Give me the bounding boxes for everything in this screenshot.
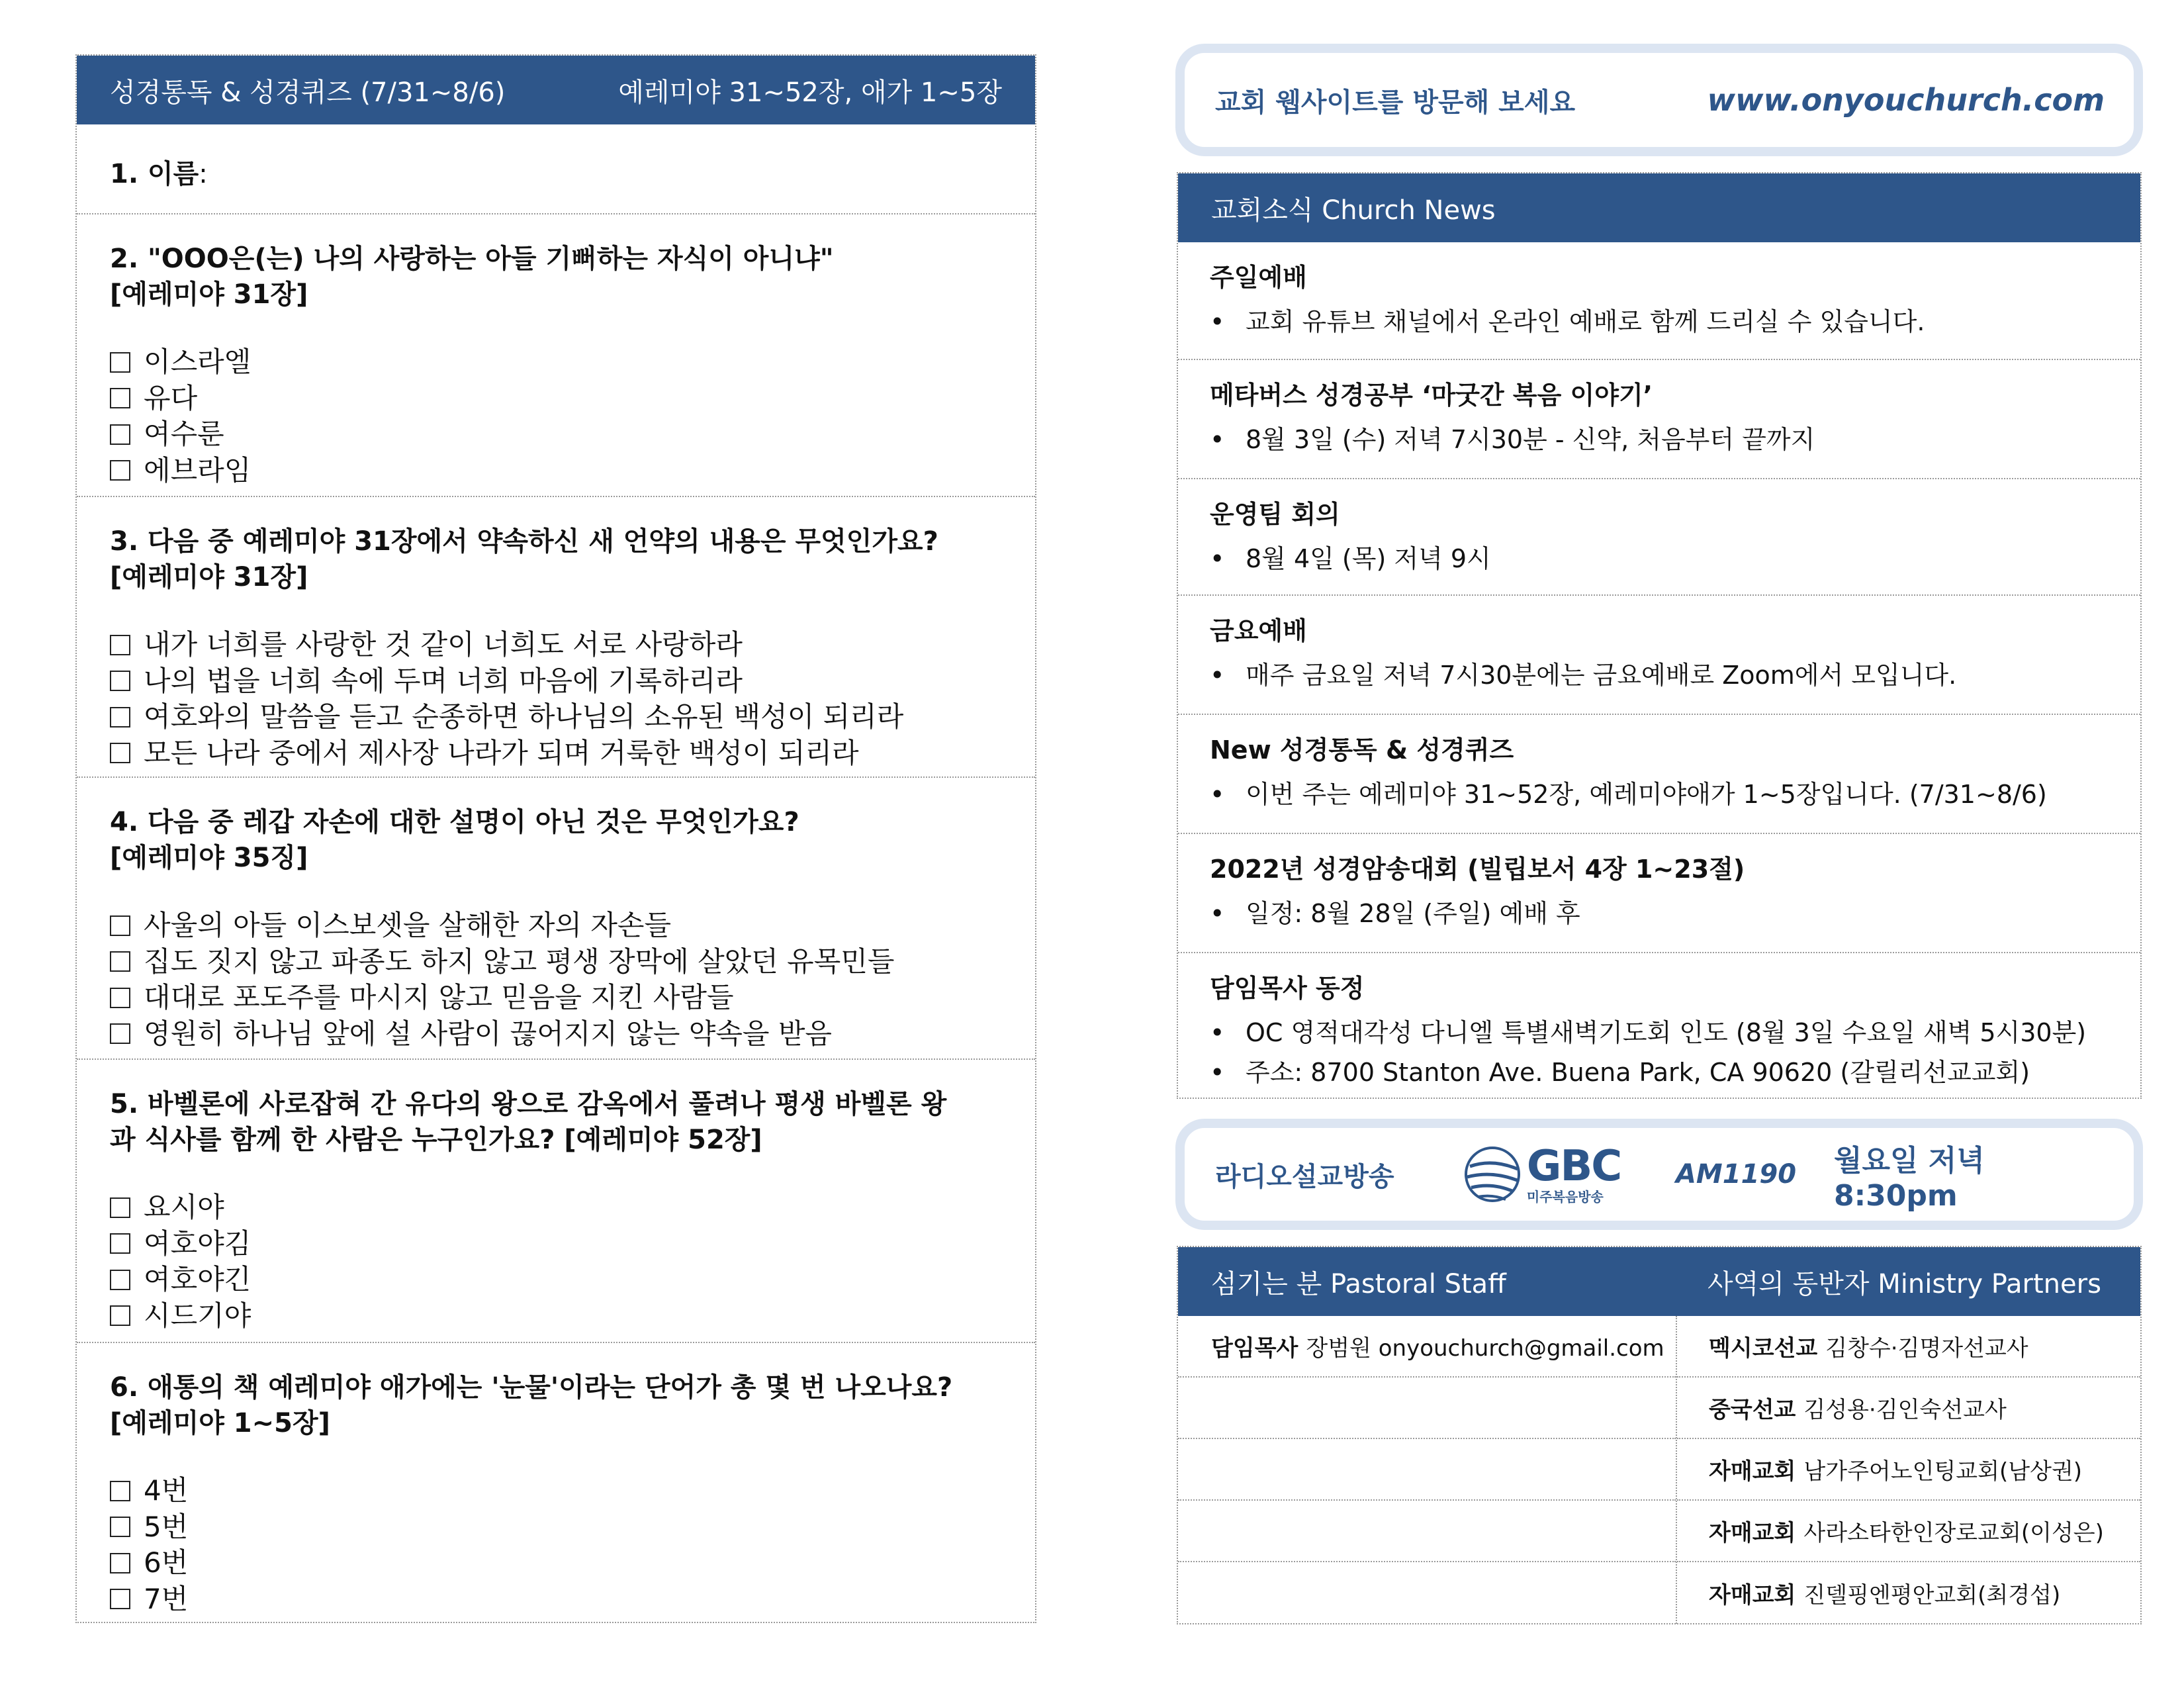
radio-label: 라디오설교방송 bbox=[1215, 1161, 1394, 1192]
name-colon: : bbox=[199, 159, 208, 189]
option-label: 4번 bbox=[144, 1474, 189, 1507]
checkbox-icon[interactable] bbox=[110, 1023, 130, 1044]
bullet-icon: • bbox=[1210, 425, 1225, 454]
option-label: 이스라엘 bbox=[144, 346, 251, 378]
news-title: 메타버스 성경공부 ‘마굿간 복음 이야기’ bbox=[1210, 381, 1653, 410]
partner-role: 자매교회 bbox=[1709, 1458, 1796, 1485]
checkbox-icon[interactable] bbox=[110, 1589, 130, 1609]
answer-option[interactable] bbox=[110, 1226, 1002, 1262]
answer-option[interactable] bbox=[110, 699, 1002, 735]
checkbox-icon[interactable] bbox=[110, 1305, 130, 1326]
news-title: 운영팀 회의 bbox=[1210, 500, 1340, 529]
answer-option[interactable] bbox=[110, 344, 1002, 381]
staff-row-empty bbox=[1178, 1439, 1676, 1501]
option-label: 5번 bbox=[144, 1510, 189, 1543]
partner-name: 김성용·김인숙선교사 bbox=[1803, 1397, 2007, 1423]
question-text: 6. 애통의 책 예레미야 애가에는 '눈물'이라는 단어가 총 몇 번 나오나요? bbox=[110, 1372, 953, 1403]
answer-option[interactable] bbox=[110, 944, 1002, 980]
partner-role: 자매교회 bbox=[1709, 1582, 1796, 1609]
staff-name: 장범원 onyouchurch@gmail.com bbox=[1306, 1335, 1664, 1362]
checkbox-icon[interactable] bbox=[110, 743, 130, 763]
answer-option[interactable] bbox=[110, 1509, 1002, 1546]
question-text: 3. 다음 중 예레미야 31장에서 약속하신 새 언약의 내용은 무엇인가요? bbox=[110, 526, 938, 557]
news-item bbox=[1178, 715, 2140, 834]
news-item bbox=[1178, 596, 2140, 715]
answer-option[interactable] bbox=[110, 663, 1002, 700]
partner-role: 자매교회 bbox=[1709, 1520, 1796, 1546]
checkbox-icon[interactable] bbox=[110, 388, 130, 408]
church-news-panel bbox=[1177, 172, 2142, 1099]
answer-option[interactable] bbox=[110, 1545, 1002, 1581]
checkbox-icon[interactable] bbox=[110, 951, 130, 972]
option-label: 사울의 아들 이스보셋을 살해한 자의 자손들 bbox=[144, 909, 672, 941]
question-ref: [예레미야 35징] bbox=[110, 843, 308, 873]
website-banner bbox=[1175, 44, 2143, 156]
answer-option[interactable] bbox=[110, 1473, 1002, 1509]
bullet-icon: • bbox=[1210, 544, 1225, 573]
pastoral-staff-column bbox=[1178, 1316, 1677, 1624]
partner-role: 중국선교 bbox=[1709, 1397, 1796, 1423]
quiz-header bbox=[77, 56, 1035, 124]
partner-name: 사라소타한인장로교회(이성은) bbox=[1803, 1520, 2104, 1546]
bullet-icon: • bbox=[1210, 307, 1225, 336]
staff-table bbox=[1177, 1246, 2142, 1624]
option-label: 여수룬 bbox=[144, 418, 224, 450]
checkbox-icon[interactable] bbox=[110, 1517, 130, 1537]
bullet-icon: • bbox=[1210, 661, 1225, 690]
answer-option[interactable] bbox=[110, 1262, 1002, 1298]
answer-option[interactable] bbox=[110, 453, 1002, 489]
radio-banner bbox=[1175, 1119, 2143, 1230]
question-6 bbox=[77, 1343, 1035, 1622]
staff-header bbox=[1178, 1247, 2140, 1316]
quiz-name-section bbox=[77, 124, 1035, 214]
name-label: 1. 이름 bbox=[110, 159, 199, 189]
checkbox-icon[interactable] bbox=[110, 352, 130, 373]
news-item bbox=[1178, 834, 2140, 953]
ministry-partners-column bbox=[1677, 1316, 2140, 1624]
checkbox-icon[interactable] bbox=[110, 707, 130, 727]
partner-role: 멕시코선교 bbox=[1709, 1335, 1818, 1362]
question-text: 5. 바벨론에 사로잡혀 간 유다의 왕으로 감옥에서 풀려나 평생 바벨론 왕 bbox=[110, 1089, 947, 1119]
checkbox-icon[interactable] bbox=[110, 988, 130, 1008]
quiz-header-title: 성경통독 & 성경퀴즈 (7/31~8/6) bbox=[110, 77, 506, 108]
option-label: 여호야긴 bbox=[144, 1263, 251, 1295]
question-4 bbox=[77, 778, 1035, 1060]
news-bullet: 일정: 8월 28일 (주일) 예배 후 bbox=[1246, 899, 1580, 928]
answer-option[interactable] bbox=[110, 735, 1002, 772]
gbc-logo-text: GBC bbox=[1526, 1142, 1621, 1191]
question-ref: [예레미야 31장] bbox=[110, 562, 308, 592]
staff-row-empty bbox=[1178, 1501, 1676, 1562]
checkbox-icon[interactable] bbox=[110, 460, 130, 481]
checkbox-icon[interactable] bbox=[110, 1553, 130, 1573]
news-title: 2022년 성경암송대회 (빌립보서 4장 1~23절) bbox=[1210, 855, 1745, 884]
news-title: 담임목사 동정 bbox=[1210, 974, 1365, 1003]
option-label: 시드기야 bbox=[144, 1299, 251, 1332]
option-label: 7번 bbox=[144, 1582, 189, 1615]
answer-option[interactable] bbox=[110, 980, 1002, 1016]
radio-time: 월요일 저녁 8:30pm bbox=[1833, 1143, 1985, 1213]
option-label: 내가 너희를 사랑한 것 같이 너희도 서로 사랑하라 bbox=[144, 628, 743, 661]
news-item bbox=[1178, 360, 2140, 479]
question-5 bbox=[77, 1060, 1035, 1343]
answer-option[interactable] bbox=[110, 1298, 1002, 1335]
question-text: 2. "OOO은(는) 나의 사랑하는 아들 기뻐하는 자식이 아니냐" bbox=[110, 244, 834, 274]
answer-option[interactable] bbox=[110, 1581, 1002, 1618]
pastoral-staff-heading: 섬기는 분 Pastoral Staff bbox=[1211, 1268, 1506, 1299]
option-label: 모든 나라 중에서 제사장 나라가 되며 거룩한 백성이 되리라 bbox=[144, 736, 859, 769]
question-ref: [예레미야 1~5장] bbox=[110, 1408, 330, 1438]
answer-option[interactable] bbox=[110, 416, 1002, 453]
checkbox-icon[interactable] bbox=[110, 671, 130, 691]
news-bullet: 이번 주는 예레미야 31~52장, 예레미야애가 1~5장입니다. (7/31~8/6) bbox=[1246, 780, 2047, 809]
option-label: 에브라임 bbox=[144, 453, 251, 487]
news-item bbox=[1178, 479, 2140, 596]
question-text-cont: 과 식사를 함께 한 사람은 누구인가요? [예레미야 52장] bbox=[110, 1125, 762, 1155]
option-label: 요시야 bbox=[144, 1191, 224, 1223]
partner-name: 남가주어노인팅교회(남상권) bbox=[1803, 1458, 2083, 1485]
gbc-globe-icon bbox=[1461, 1143, 1524, 1206]
checkbox-icon[interactable] bbox=[110, 1233, 130, 1254]
option-label: 6번 bbox=[144, 1546, 189, 1579]
checkbox-icon[interactable] bbox=[110, 1481, 130, 1501]
bullet-icon: • bbox=[1210, 780, 1225, 809]
news-title: New 성경통독 & 성경퀴즈 bbox=[1210, 735, 1514, 765]
option-label: 대대로 포도주를 마시지 않고 믿음을 지킨 사람들 bbox=[144, 981, 734, 1013]
bible-quiz-panel bbox=[75, 54, 1036, 1623]
partner-row bbox=[1677, 1501, 2140, 1562]
answer-option[interactable] bbox=[110, 1190, 1002, 1226]
option-label: 집도 짓지 않고 파종도 하지 않고 평생 장막에 살았던 유목민들 bbox=[144, 945, 895, 978]
option-label: 나의 법을 너희 속에 두며 너희 마음에 기록하리라 bbox=[144, 664, 743, 697]
website-link[interactable]: www.onyouchurch.com bbox=[1707, 82, 2105, 118]
website-label: 교회 웹사이트를 방문해 보세요 bbox=[1215, 87, 1576, 118]
gbc-logo bbox=[1461, 1143, 1676, 1206]
news-bullet: 주소: 8700 Stanton Ave. Buena Park, CA 90620 (갈릴리선교교회) bbox=[1246, 1058, 2030, 1087]
staff-role: 담임목사 bbox=[1211, 1335, 1298, 1362]
quiz-header-range: 예레미야 31~52장, 애가 1~5장 bbox=[618, 77, 1002, 108]
staff-row bbox=[1178, 1316, 1676, 1378]
answer-option[interactable] bbox=[110, 381, 1002, 417]
checkbox-icon[interactable] bbox=[110, 635, 130, 655]
partner-row bbox=[1677, 1316, 2140, 1378]
news-bullet: 교회 유튜브 채널에서 온라인 예배로 함께 드리실 수 있습니다. bbox=[1246, 307, 1925, 336]
news-header: 교회소식 Church News bbox=[1178, 173, 2140, 242]
news-item bbox=[1178, 953, 2140, 1098]
question-2 bbox=[77, 214, 1035, 497]
news-title: 주일예배 bbox=[1210, 263, 1307, 292]
option-label: 영원히 하나님 앞에 설 사람이 끊어지지 않는 약속을 받음 bbox=[144, 1017, 832, 1050]
ministry-partners-heading: 사역의 동반자 Ministry Partners bbox=[1707, 1268, 2101, 1299]
bullet-icon: • bbox=[1210, 1018, 1225, 1047]
answer-option[interactable] bbox=[110, 627, 1002, 663]
news-bullet: 8월 3일 (수) 저녁 7시30분 - 신약, 처음부터 끝까지 bbox=[1246, 425, 1815, 454]
news-item bbox=[1178, 242, 2140, 360]
partner-row bbox=[1677, 1439, 2140, 1501]
staff-row-empty bbox=[1178, 1378, 1676, 1439]
question-ref: [예레미야 31장] bbox=[110, 279, 308, 310]
bullet-icon: • bbox=[1210, 899, 1225, 928]
partner-row bbox=[1677, 1562, 2140, 1624]
news-bullet: OC 영적대각성 다니엘 특별새벽기도회 인도 (8월 3일 수요일 새벽 5시30분) bbox=[1246, 1018, 2087, 1047]
answer-option[interactable] bbox=[110, 1016, 1002, 1053]
option-label: 유다 bbox=[144, 381, 198, 414]
news-bullet: 8월 4일 (목) 저녁 9시 bbox=[1246, 544, 1491, 573]
partner-row bbox=[1677, 1378, 2140, 1439]
checkbox-icon[interactable] bbox=[110, 424, 130, 445]
option-label: 여호야김 bbox=[144, 1227, 251, 1260]
checkbox-icon[interactable] bbox=[110, 915, 130, 936]
answer-option[interactable] bbox=[110, 908, 1002, 944]
news-bullet: 매주 금요일 저녁 7시30분에는 금요예배로 Zoom에서 모입니다. bbox=[1246, 661, 1957, 690]
gbc-logo-subtext: 미주복음방송 bbox=[1526, 1189, 1604, 1205]
staff-row-empty bbox=[1178, 1562, 1676, 1624]
question-text: 4. 다음 중 레갑 자손에 대한 설명이 아닌 것은 무엇인가요? bbox=[110, 807, 799, 837]
partner-name: 진델핑엔평안교회(최경섭) bbox=[1803, 1582, 2061, 1609]
partner-name: 김창수·김명자선교사 bbox=[1825, 1335, 2028, 1362]
bullet-icon: • bbox=[1210, 1058, 1225, 1087]
radio-frequency: AM1190 bbox=[1675, 1159, 1797, 1190]
option-label: 여호와의 말씀을 듣고 순종하면 하나님의 소유된 백성이 되리라 bbox=[144, 700, 904, 733]
news-title: 금요예배 bbox=[1210, 616, 1307, 645]
question-3 bbox=[77, 497, 1035, 778]
checkbox-icon[interactable] bbox=[110, 1270, 130, 1290]
checkbox-icon[interactable] bbox=[110, 1197, 130, 1218]
